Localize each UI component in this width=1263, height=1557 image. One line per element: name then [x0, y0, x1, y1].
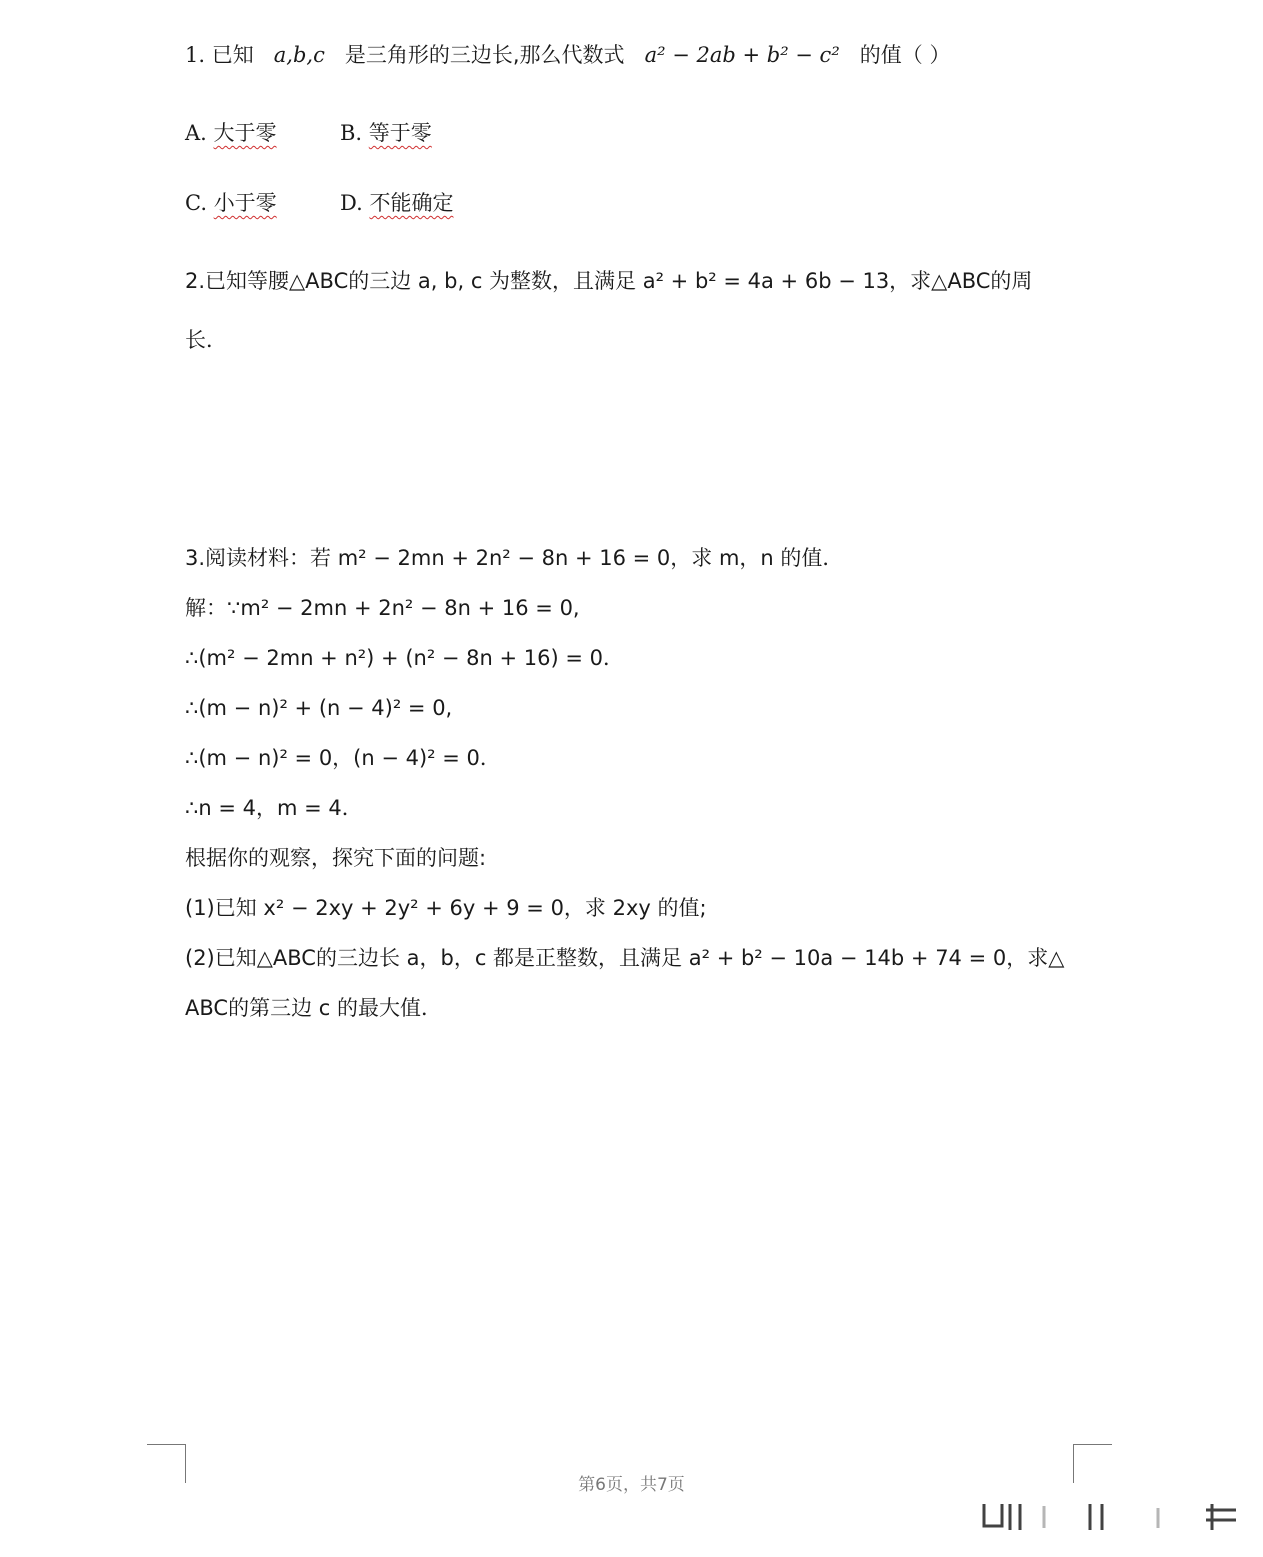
q1-prefix: 已知 [211, 43, 254, 67]
q2-line-2: 长． [185, 328, 227, 352]
q1-vars: a,b,c [273, 43, 325, 67]
option-d: D. 不能确定 [340, 191, 454, 215]
q1-suffix: 的值（ ） [859, 43, 951, 67]
option-d-text: 不能确定 [369, 191, 454, 215]
q3-line-1: 3.阅读材料：若 m² − 2mn + 2n² − 8n + 16 = 0，求 m，n 的值． [185, 546, 844, 570]
q3-line-5: ∴(m − n)² = 0，(n − 4)² = 0． [185, 746, 501, 770]
q2-line-1: 2.已知等腰△ABC的三边 a, b, c 为整数，且满足 a² + b² = 4a + 6b − 13，求△ABC的周 [185, 269, 1033, 293]
option-c: C. 小于零 [185, 191, 277, 215]
option-a-text: 大于零 [213, 121, 277, 145]
q3-line-9: (2)已知△ABC的三边长 a，b，c 都是正整数，且满足 a² + b² − 10a − 14b + 74 = 0，求△ [185, 946, 1065, 970]
q3-line-8: (1)已知 x² − 2xy + 2y² + 6y + 9 = 0，求 2xy 的值; [185, 896, 707, 920]
q1-middle: 是三角形的三边长,那么代数式 [344, 43, 625, 67]
q1-options-row-1 [185, 118, 432, 148]
watermark-graphic [980, 1500, 1240, 1534]
q3-line-3: ∴(m² − 2mn + n²) + (n² − 8n + 16) = 0． [185, 646, 625, 670]
q1-expression: a² − 2ab + b² − c² [644, 43, 840, 67]
q3-line-7: 根据你的观察，探究下面的问题: [185, 846, 487, 870]
option-a: A. 大于零 [185, 121, 277, 145]
option-b: B. 等于零 [340, 121, 432, 145]
q1-number: 1. [185, 43, 206, 67]
q1-stem [185, 40, 950, 70]
q1-options-row-2 [185, 188, 454, 218]
q3-line-4: ∴(m − n)² + (n − 4)² = 0, [185, 696, 453, 720]
option-b-text: 等于零 [368, 121, 432, 145]
option-c-text: 小于零 [213, 191, 277, 215]
page-footer: 第6页，共7页 [578, 1475, 685, 1495]
q3-line-10: ABC的第三边 c 的最大值． [185, 996, 442, 1020]
q3-line-6: ∴n = 4，m = 4． [185, 796, 363, 820]
q3-line-2: 解：∵m² − 2mn + 2n² − 8n + 16 = 0, [185, 596, 580, 620]
